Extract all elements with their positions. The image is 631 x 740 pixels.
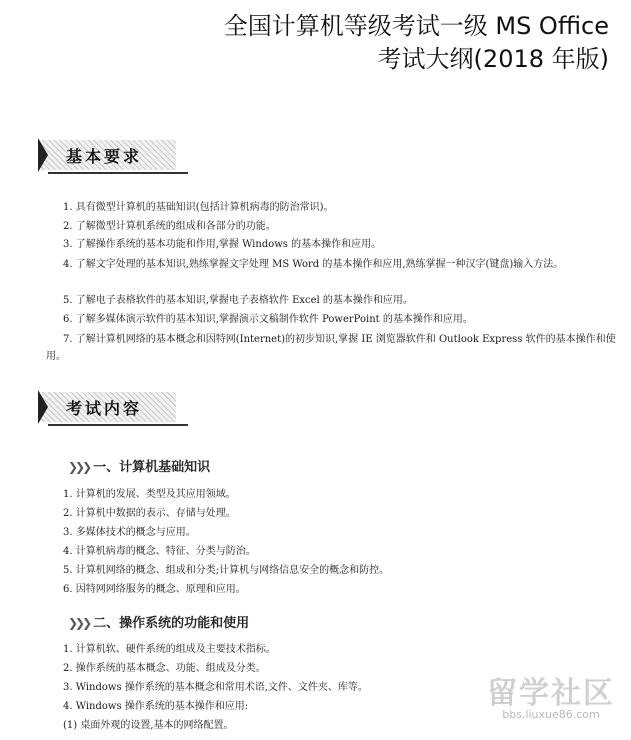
list-item: 6. 因特网网络服务的概念、原理和应用。 <box>63 584 246 595</box>
triple-chevron-icon: ❯❯❯ <box>68 460 90 474</box>
triple-chevron-icon: ❯❯❯ <box>68 616 90 630</box>
list-item: 2. 操作系统的基本概念、功能、组成及分类。 <box>63 663 266 674</box>
document-title-line-1: 全国计算机等级考试一级 MS Office <box>223 12 609 40</box>
requirement-item: 7. 了解计算机网络的基本概念和因特网(Internet)的初步知识,掌握 IE 浏览器软件和 Outlook Express 软件的基本操作和使用。 <box>46 334 616 362</box>
requirement-item: 6. 了解多媒体演示软件的基本知识,掌握演示文稿制作软件 PowerPoint 的基本操作和应用。 <box>63 314 473 325</box>
requirement-item: 4. 了解文字处理的基本知识,熟练掌握文字处理 MS Word 的基本操作和应用,熟练掌握一种汉字(键盘)输入方法。 <box>63 259 564 270</box>
requirement-item: 3. 了解操作系统的基本功能和作用,掌握 Windows 的基本操作和应用。 <box>63 239 382 250</box>
list-item: 2. 计算机中数据的表示、存储与处理。 <box>63 508 236 519</box>
banner-underline <box>48 172 188 174</box>
list-item: 3. 多媒体技术的概念与应用。 <box>63 527 196 538</box>
watermark-brand: 留学社区 <box>487 676 615 711</box>
banner-label: 考试内容 <box>66 399 143 418</box>
watermark <box>487 668 615 721</box>
subsection-title: 一、计算机基础知识 <box>93 460 211 475</box>
requirement-item: 1. 具有微型计算机的基础知识(包括计算机病毒的防治常识)。 <box>63 202 334 213</box>
banner-arrow-icon <box>38 138 48 172</box>
section-banner-basic-requirements <box>38 138 178 174</box>
banner-label: 基本要求 <box>66 147 143 166</box>
subsection-heading-computer-basics <box>68 456 210 475</box>
content-list-section-2 <box>63 640 368 735</box>
list-item: 1. 计算机软、硬件系统的组成及主要技术指标。 <box>63 644 276 655</box>
watermark-url: bbs.liuxue86.com <box>502 708 600 721</box>
section-banner-exam-content <box>38 390 178 426</box>
list-item: 1. 计算机的发展、类型及其应用领域。 <box>63 489 236 500</box>
list-item: 3. Windows 操作系统的基本概念和常用术语,文件、文件夹、库等。 <box>63 682 368 693</box>
document-title-line-2: 考试大纲(2018 年版) <box>377 45 609 73</box>
list-item: 4. 计算机病毒的概念、特征、分类与防治。 <box>63 546 256 557</box>
banner-arrow-icon <box>38 390 48 424</box>
banner-underline <box>48 424 188 426</box>
requirement-item: 2. 了解微型计算机系统的组成和各部分的功能。 <box>63 221 276 232</box>
list-item: 5. 计算机网络的概念、组成和分类;计算机与网络信息安全的概念和防控。 <box>63 565 390 576</box>
list-item: (1) 桌面外观的设置,基本的网络配置。 <box>63 720 234 731</box>
list-item: 4. Windows 操作系统的基本操作和应用: <box>63 701 249 712</box>
subsection-title: 二、操作系统的功能和使用 <box>93 616 250 631</box>
content-list-section-1 <box>63 485 389 599</box>
subsection-heading-operating-system <box>68 612 249 631</box>
requirement-item: 5. 了解电子表格软件的基本知识,掌握电子表格软件 Excel 的基本操作和应用。 <box>63 295 413 306</box>
